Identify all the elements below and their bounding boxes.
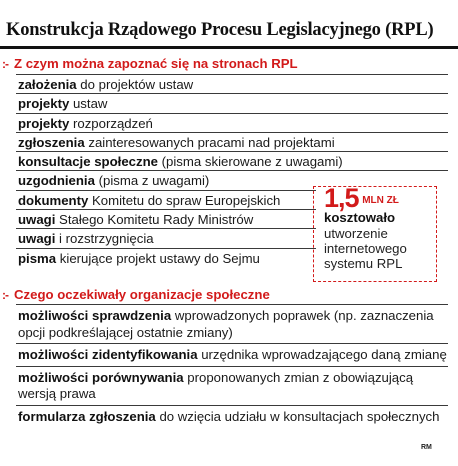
list-item <box>16 190 316 209</box>
item-keyword: pisma <box>18 250 57 266</box>
item-text: do wzięcia udziału w konsultacjach społecznych <box>155 408 440 424</box>
cost-desc-line: internetowego <box>324 240 407 256</box>
item-keyword: dokumenty <box>18 192 89 208</box>
cost-amount: 1,5 <box>324 183 359 213</box>
item-text: urzędnika wprowadzającego daną zmianę <box>197 347 447 362</box>
item-text: i rozstrzygnięcia <box>55 231 154 247</box>
section-heading-text: Z czym można zapoznać się na stronach RPL <box>14 56 298 71</box>
list-item <box>16 151 448 170</box>
list-item <box>16 132 448 151</box>
item-text: Komitetu do spraw Europejskich <box>88 192 281 208</box>
item-keyword: uwagi <box>18 231 56 247</box>
item-text: do projektów ustaw <box>76 77 194 92</box>
section-marker-icon: :- <box>2 288 8 302</box>
expectations-list <box>16 304 448 427</box>
item-text: wprowadzonych poprawek (np. zaznaczenia opcji podkreślającej ostatnie zmiany) <box>18 308 434 340</box>
item-keyword: założenia <box>18 77 77 92</box>
item-text: kierujące projekt ustawy do Sejmu <box>56 250 260 266</box>
section-heading-available <box>2 56 298 71</box>
title-rule <box>0 46 458 49</box>
item-text: (pisma z uwagami) <box>94 173 210 189</box>
item-keyword: uzgodnienia <box>18 173 95 189</box>
item-text: ustaw <box>69 96 108 112</box>
list-item <box>16 74 448 93</box>
item-keyword: projekty <box>18 115 70 131</box>
item-keyword: konsultacje społeczne <box>18 154 158 170</box>
list-item <box>16 248 316 267</box>
cost-unit: MLN ZŁ <box>362 195 399 206</box>
item-keyword: zgłoszenia <box>18 134 85 150</box>
author-credit: RM <box>421 444 432 451</box>
list-item <box>16 304 448 343</box>
item-keyword: możliwości zidentyfikowania <box>18 347 198 362</box>
list-item <box>16 228 316 247</box>
page-title: Konstrukcja Rządowego Procesu Legislacyjnego (RPL) <box>6 20 434 40</box>
item-keyword: uwagi <box>18 212 56 228</box>
section-heading-expectations <box>2 287 270 302</box>
item-text: rozporządzeń <box>69 115 153 131</box>
list-item <box>16 93 448 112</box>
cost-callout <box>313 183 437 282</box>
item-keyword: możliwości porównywania <box>18 369 184 385</box>
list-item <box>16 209 316 228</box>
section-marker-icon: :- <box>2 57 8 71</box>
item-keyword: możliwości sprawdzenia <box>18 308 172 323</box>
item-keyword: projekty <box>18 96 70 112</box>
cost-amount-line <box>324 183 436 213</box>
list-item <box>16 113 448 132</box>
section-heading-text: Czego oczekiwały organizacje społeczne <box>14 287 270 302</box>
item-text: (pisma skierowane z uwagami) <box>157 154 343 170</box>
list-item <box>16 343 448 366</box>
list-item <box>16 405 448 428</box>
cost-lead: kosztowało <box>324 210 396 226</box>
item-text: proponowanych zmian z obowiązującą wersją prawa <box>18 369 414 401</box>
item-keyword: formularza zgłoszenia <box>18 408 156 424</box>
item-text: zainteresowanych pracami nad projektami <box>84 134 335 150</box>
cost-desc-line: systemu RPL <box>324 256 403 272</box>
list-item <box>16 366 448 405</box>
cost-desc-line: utworzenie <box>324 225 388 241</box>
item-text: Stałego Komitetu Rady Ministrów <box>55 212 254 228</box>
